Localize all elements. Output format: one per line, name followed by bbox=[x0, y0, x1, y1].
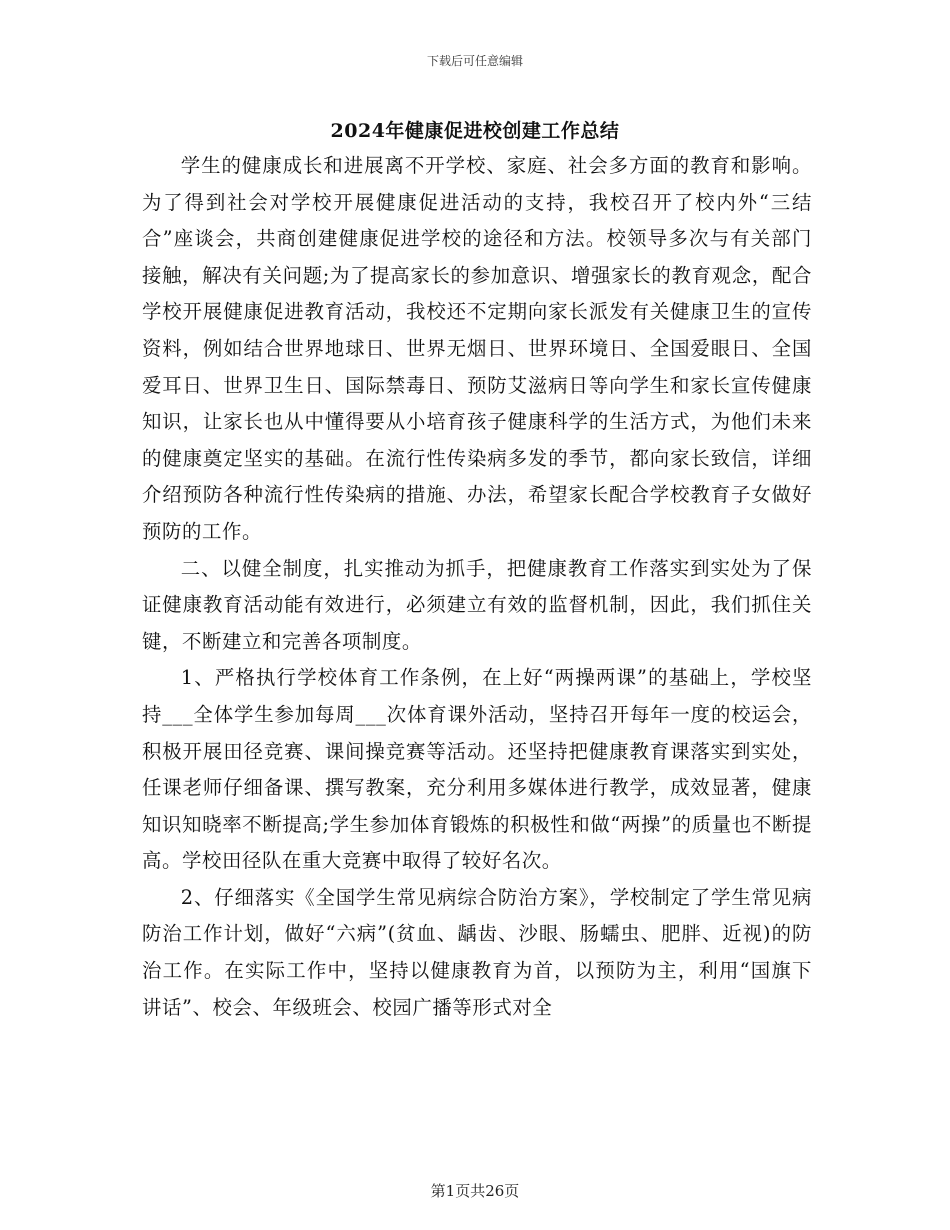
paragraph-intro: 学生的健康成长和进展离不开学校、家庭、社会多方面的教育和影响。为了得到社会对学校开展健康促进活动的支持，我校召开了校内外“三结合”座谈会，共商创建健康促进学校的途径和方法。校领导多次与有关部门接触，解决有关问题;为了提高家长的参加意识、增强家长的教育观念，配合学校开展健康促进教育活动，我校还不定期向家长派发有关健康卫生的宣传资料，例如结合世界地球日、世界无烟日、世界环境日、全国爱眼日、全国爱耳日、世界卫生日、国际禁毒日、预防艾滋病日等向学生和家长宣传健康知识，让家长也从中懂得要从小培育孩子健康科学的生活方式，为他们未来的健康奠定坚实的基础。在流行性传染病多发的季节，都向家长致信，详细介绍预防各种流行性传染病的措施、办法，希望家长配合学校教育子女做好预防的工作。 bbox=[142, 154, 812, 543]
document-title: 2024年健康促进校创建工作总结 bbox=[330, 120, 620, 142]
page-footer: 第1页共26页 bbox=[430, 1182, 520, 1200]
paragraph-item-1: 1、严格执行学校体育工作条例，在上好“两操两课”的基础上，学校坚持___全体学生参加每周___次体育课外活动，坚持召开每年一度的校运会，积极开展田径竞赛、课间操竞赛等活动。还坚持把健康教育课落实到实处，任课老师仔细备课、撰写教案，充分利用多媒体进行教学，成效显著，健康知识知晓率不断提高;学生参加体育锻炼的积极性和做“两操”的质量也不断提高。学校田径队在重大竞赛中取得了较好名次。 bbox=[142, 666, 812, 873]
paragraph-item-2: 2、仔细落实《全国学生常见病综合防治方案》，学校制定了学生常见病防治工作计划，做好“六病”(贫血、龋齿、沙眼、肠蠕虫、肥胖、近视)的防治工作。在实际工作中，坚持以健康教育为首，以预防为主，利用“国旗下讲话”、校会、年级班会、校园广播等形式对全 bbox=[142, 885, 812, 1019]
document-body bbox=[142, 148, 812, 1026]
paragraph-section-two: 二、以健全制度，扎实推动为抓手，把健康教育工作落实到实处为了保证健康教育活动能有效进行，必须建立有效的监督机制，因此，我们抓住关键，不断建立和完善各项制度。 bbox=[142, 556, 812, 653]
page-header: 下载后可任意编辑 bbox=[426, 54, 523, 68]
